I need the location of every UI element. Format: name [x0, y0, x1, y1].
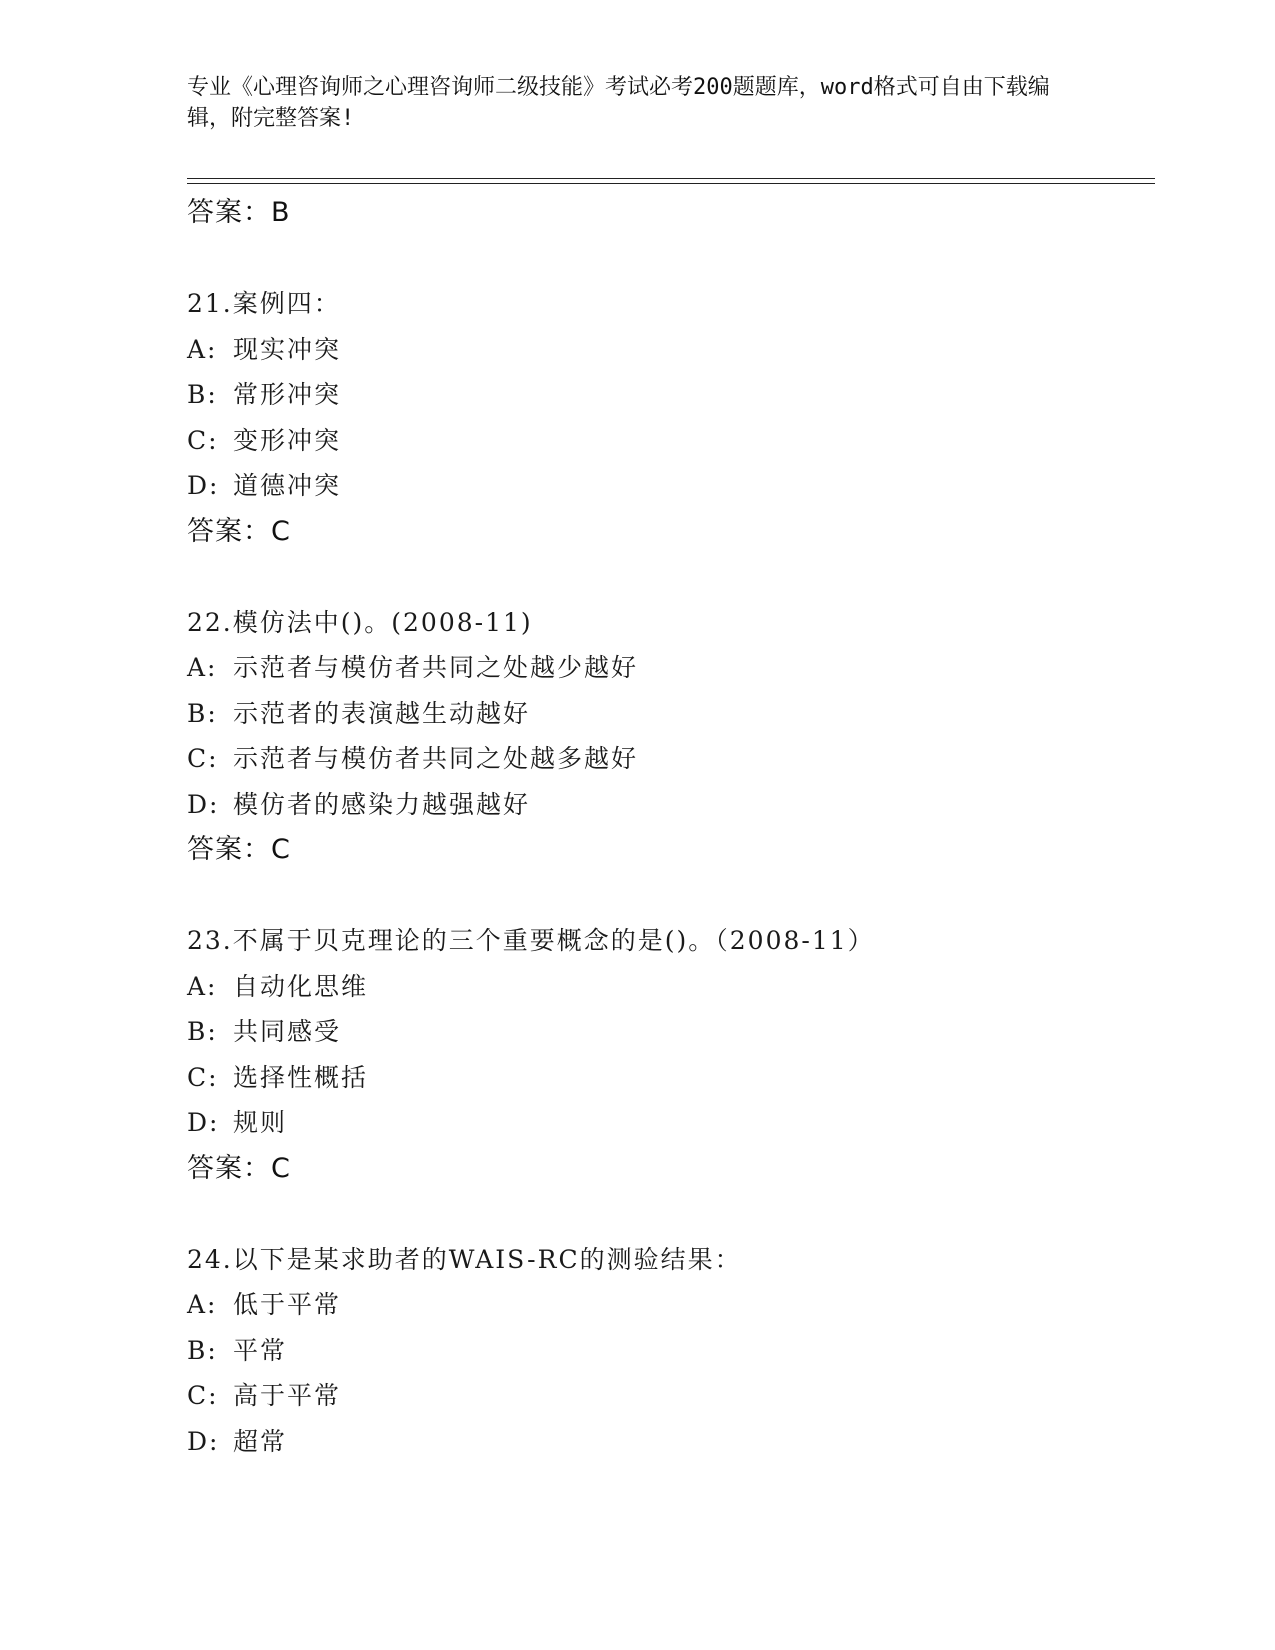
option-d: D: 超常 [187, 1426, 288, 1456]
question-stem: 23.不属于贝克理论的三个重要概念的是()。（2008-11） [187, 926, 875, 955]
option-b: B: 平常 [187, 1335, 288, 1365]
option-b: B: 常形冲突 [187, 380, 342, 409]
answer-line: 答案：B [187, 197, 291, 228]
option-d: D: 道德冲突 [187, 471, 342, 500]
question-stem: 22.模仿法中()。(2008-11) [187, 607, 533, 637]
question-list [187, 190, 1155, 1464]
option-a: A: 自动化思维 [187, 971, 369, 1001]
option-c: C: 示范者与模仿者共同之处越多越好 [187, 744, 639, 773]
option-c: C: 选择性概括 [187, 1062, 369, 1092]
option-a: A: 示范者与模仿者共同之处越少越好 [187, 653, 639, 682]
question-22 [187, 600, 1155, 873]
option-a: A: 现实冲突 [187, 334, 342, 364]
answer-line: 答案：C [187, 515, 291, 547]
option-c: C: 变形冲突 [187, 425, 342, 455]
question-stem: 21.案例四： [187, 289, 341, 318]
option-b: B: 示范者的表演越生动越好 [187, 698, 531, 728]
question-23 [187, 918, 1155, 1191]
option-b: B: 共同感受 [187, 1017, 342, 1046]
header-divider-bottom [187, 183, 1155, 184]
question-21 [187, 281, 1155, 554]
option-d: D: 模仿者的感染力越强越好 [187, 789, 531, 819]
option-d: D: 规则 [187, 1108, 288, 1137]
answer-line: 答案：C [187, 834, 291, 865]
answer-line: 答案：C [187, 1152, 291, 1184]
header-divider-top [187, 178, 1155, 179]
option-a: A: 低于平常 [187, 1290, 342, 1319]
question-stem: 24.以下是某求助者的WAIS-RC的测验结果： [187, 1244, 742, 1274]
document-intro: 专业《心理咨询师之心理咨询师二级技能》考试必考200题题库，word格式可自由下载编辑，附完整答案! [187, 75, 1050, 131]
option-c: C: 高于平常 [187, 1381, 342, 1410]
question-24 [187, 1237, 1155, 1465]
